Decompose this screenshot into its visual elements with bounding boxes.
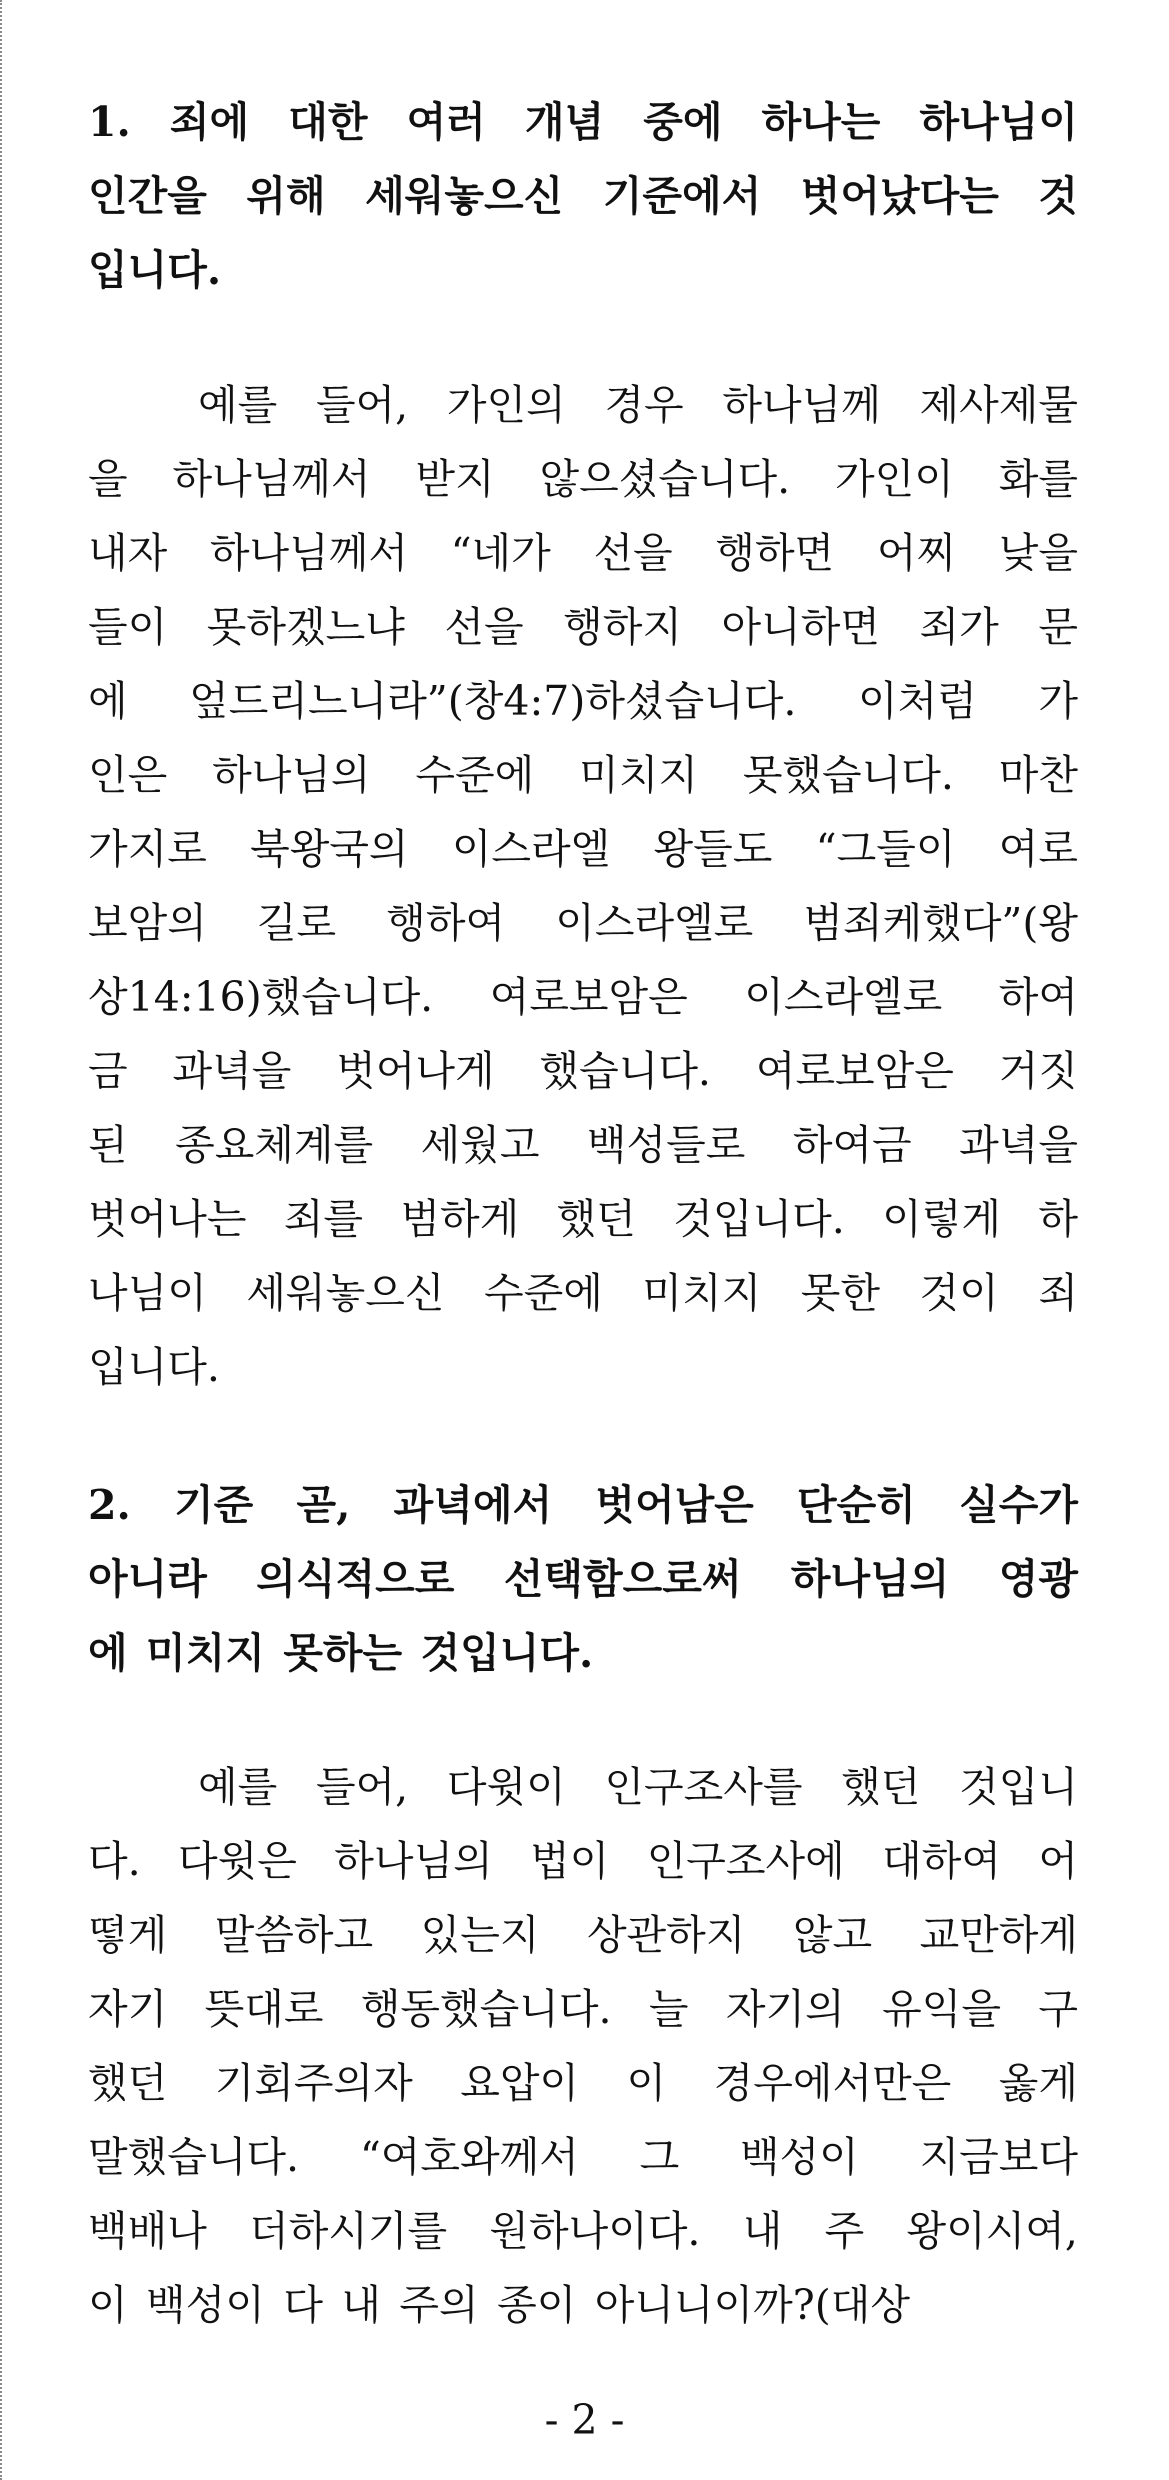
word: 않고 <box>792 1911 873 1959</box>
word: 행하여 <box>386 899 506 947</box>
text-line <box>88 812 1078 886</box>
word: 단순히 <box>797 1481 916 1529</box>
word: 대한 <box>288 98 368 146</box>
word: 이스라엘로 <box>744 973 943 1021</box>
word: 에 <box>88 1629 128 1677</box>
word: 북왕국의 <box>250 825 409 873</box>
word: 더하시기를 <box>249 2207 448 2255</box>
word: 수준에 <box>415 751 535 799</box>
word: 여로보암은 <box>489 973 688 1021</box>
word: 들이 <box>88 603 168 651</box>
word: “그들이 <box>815 825 956 873</box>
word: 에 <box>88 677 128 725</box>
body-paragraph <box>88 1750 1078 2342</box>
word: 여러 <box>406 98 486 146</box>
word: 백성이 <box>739 2133 859 2181</box>
word: 받지 <box>415 455 495 503</box>
word: 늘 <box>648 1985 689 2033</box>
word: 떻게 <box>88 1911 168 1959</box>
word: 1. <box>88 98 131 146</box>
word: 개념 <box>524 98 605 146</box>
word: 선택함으로써 <box>503 1555 742 1603</box>
word: 유익을 <box>882 1985 1001 2033</box>
word: 요압이 <box>460 2059 580 2107</box>
word: 하나님께서 <box>172 455 371 503</box>
word: 했습니다. <box>539 1047 711 1095</box>
word: 백배나 <box>88 2207 207 2255</box>
word: 인구조사를 <box>604 1763 803 1811</box>
word: 못하겠느냐 <box>206 603 405 651</box>
word: 기준 <box>174 1481 254 1529</box>
word: 예를 <box>198 1763 278 1811</box>
section-heading <box>88 85 1078 307</box>
word: 예를 <box>198 381 278 429</box>
text-line <box>88 738 1078 812</box>
text-line <box>88 159 1078 233</box>
word: 미치지 <box>146 1629 265 1677</box>
text-line <box>88 1898 1078 1972</box>
word: 죄에 <box>169 98 250 146</box>
word: 가지로 <box>88 825 207 873</box>
word: 들어, <box>315 381 409 429</box>
word: 가인이 <box>835 455 954 503</box>
word: 하 <box>1038 1195 1078 1243</box>
text-line <box>88 442 1078 516</box>
word: 행동했습니다. <box>360 1985 612 2033</box>
word: 행하지 <box>563 603 682 651</box>
word: 경우에서만은 <box>713 2059 952 2107</box>
word: 죄 <box>1038 1269 1078 1317</box>
word: 된 <box>88 1121 128 1169</box>
word: 내 <box>742 2207 783 2255</box>
text-line <box>88 516 1078 590</box>
word: 이 <box>626 2059 667 2107</box>
word: 이처럼 <box>857 677 977 725</box>
word: 이 <box>88 2281 128 2329</box>
word: 아니하면 <box>721 603 880 651</box>
word: 지금보다 <box>919 2133 1078 2181</box>
word: 벗어나는 <box>88 1195 247 1243</box>
word: 문 <box>1038 603 1078 651</box>
word: 어찌 <box>876 529 957 577</box>
word: 원하나이다. <box>489 2207 701 2255</box>
word: 금 <box>88 1047 128 1095</box>
word: 못하는 <box>283 1629 403 1677</box>
text-line <box>88 1542 1078 1616</box>
text-line <box>88 1750 1078 1824</box>
body-paragraph <box>88 368 1078 1404</box>
word: 하나는 <box>761 98 881 146</box>
word: 다 <box>283 2281 323 2329</box>
word: 여로 <box>998 825 1078 873</box>
word: 하나님이 <box>919 98 1078 146</box>
word: 이스라엘로 <box>555 899 754 947</box>
word: 제사제물 <box>919 381 1078 429</box>
word: 을 <box>88 455 128 503</box>
word: 나님이 <box>88 1269 207 1317</box>
word: 것 <box>1038 172 1078 220</box>
word: 마찬 <box>998 751 1078 799</box>
word: 기준에서 <box>602 172 762 220</box>
word: 가 <box>1038 677 1078 725</box>
word: 못했습니다. <box>742 751 954 799</box>
word: 다윗이 <box>446 1763 566 1811</box>
text-line <box>88 85 1078 159</box>
word: 중에 <box>643 98 723 146</box>
text-line <box>88 1616 1078 1690</box>
section-heading <box>88 1468 1078 1690</box>
word: 과녁에서 <box>393 1481 553 1529</box>
word: 교만하게 <box>919 1911 1078 1959</box>
word: 상관하지 <box>586 1911 746 1959</box>
word: 세워놓으신 <box>365 172 564 220</box>
word: 세웠고 <box>420 1121 540 1169</box>
word: 상14:16)했습니다. <box>88 973 434 1021</box>
word: 주 <box>824 2207 865 2255</box>
word: 했던 <box>88 2059 168 2107</box>
word: 하나님께서 <box>209 529 408 577</box>
word: 경우 <box>604 381 684 429</box>
word: 낮을 <box>998 529 1078 577</box>
word: 죄를 <box>283 1195 364 1243</box>
word: 보암의 <box>88 899 207 947</box>
word: 위해 <box>246 172 326 220</box>
word: 뜻대로 <box>204 1985 324 2033</box>
word: 영광 <box>998 1555 1078 1603</box>
word: 인은 <box>88 751 168 799</box>
word: 하여 <box>998 973 1078 1021</box>
word: 하나님의 <box>334 1837 493 1885</box>
text-line <box>88 2046 1078 2120</box>
word: 미치지 <box>642 1269 762 1317</box>
word: 못한 <box>800 1269 880 1317</box>
text-line <box>88 2120 1078 2194</box>
word: 구 <box>1038 1985 1078 2033</box>
word: 실수가 <box>959 1481 1078 1529</box>
word: 자기의 <box>725 1985 845 2033</box>
word: 아니니이까?(대상 <box>594 2281 910 2329</box>
word: 주의 <box>399 2281 479 2329</box>
word: 법이 <box>530 1837 610 1885</box>
word: 내 <box>341 2281 381 2329</box>
word: 엎드리느니라”(창4:7)하셨습니다. <box>189 677 797 725</box>
text-line <box>88 233 1078 307</box>
word: 왕들도 <box>653 825 773 873</box>
word: 했던 <box>841 1763 921 1811</box>
word: 거짓 <box>998 1047 1078 1095</box>
word: 하나님께 <box>722 381 881 429</box>
text-line <box>88 1108 1078 1182</box>
text-line <box>88 1034 1078 1108</box>
word: 범하게 <box>400 1195 520 1243</box>
word: 하나님의 <box>212 751 371 799</box>
word: 수준에 <box>483 1269 603 1317</box>
word: 말씀하고 <box>214 1911 374 1959</box>
word: 2. <box>88 1481 131 1529</box>
word: 왕이시여, <box>906 2207 1078 2255</box>
page-number: - 2 - <box>544 2396 625 2444</box>
word: 그 <box>639 2133 680 2181</box>
word: 것입니다. <box>420 1629 594 1677</box>
word: 이스라엘 <box>451 825 611 873</box>
word: 말했습니다. <box>88 2133 300 2181</box>
word: 여로보암은 <box>755 1047 954 1095</box>
word: 다. <box>88 1837 141 1885</box>
word: 가인의 <box>446 381 566 429</box>
word: “여호와께서 <box>359 2133 579 2181</box>
word: 백성들로 <box>586 1121 746 1169</box>
word: 어 <box>1038 1837 1078 1885</box>
word: 것이 <box>919 1269 999 1317</box>
word: 벗어남은 <box>595 1481 754 1529</box>
text-line <box>88 1330 1078 1404</box>
word: 벗어났다는 <box>800 172 999 220</box>
word: 인구조사에 <box>646 1837 845 1885</box>
text-line <box>88 368 1078 442</box>
word: 세워놓으신 <box>246 1269 445 1317</box>
word: 과녁을 <box>959 1121 1078 1169</box>
word: 것입니다. <box>673 1195 845 1243</box>
word: 입니다. <box>88 246 222 294</box>
word: 하나님의 <box>790 1555 950 1603</box>
word: 벗어나게 <box>336 1047 495 1095</box>
text-line <box>88 2268 1078 2342</box>
word: 대하여 <box>882 1837 1001 1885</box>
word: 행하면 <box>715 529 835 577</box>
word: 내자 <box>88 529 168 577</box>
word: 곧, <box>296 1481 351 1529</box>
word: 종요체계를 <box>175 1121 374 1169</box>
text-line <box>88 2194 1078 2268</box>
word: 의식적으로 <box>256 1555 455 1603</box>
word: 화를 <box>998 455 1078 503</box>
word: 미치지 <box>579 751 698 799</box>
word: 했던 <box>556 1195 636 1243</box>
word: 기회주의자 <box>214 2059 413 2107</box>
word: 범죄케했다”(왕 <box>803 899 1078 947</box>
word: 들어, <box>315 1763 409 1811</box>
word: 죄가 <box>919 603 999 651</box>
word: 인간을 <box>88 172 207 220</box>
text-line <box>88 664 1078 738</box>
text-line <box>88 1824 1078 1898</box>
word: 있는지 <box>420 1911 540 1959</box>
word: 과녁을 <box>172 1047 292 1095</box>
word: 것입니 <box>959 1763 1078 1811</box>
text-line <box>88 1182 1078 1256</box>
word: 자기 <box>88 1985 168 2033</box>
word: 옳게 <box>998 2059 1078 2107</box>
word: 하여금 <box>792 1121 912 1169</box>
word: 선을 <box>593 529 673 577</box>
word: 않으셨습니다. <box>539 455 791 503</box>
word: 입니다. <box>88 1343 220 1391</box>
word: 아니라 <box>88 1555 207 1603</box>
text-line <box>88 1256 1078 1330</box>
word: 길로 <box>256 899 337 947</box>
text-line <box>88 886 1078 960</box>
text-line <box>88 1972 1078 2046</box>
page-left-edge <box>0 0 2 2480</box>
text-line <box>88 590 1078 664</box>
word: 이렇게 <box>882 1195 1001 1243</box>
word: 백성이 <box>146 2281 265 2329</box>
word: 다윗은 <box>178 1837 297 1885</box>
word: 종이 <box>497 2281 577 2329</box>
word: 선을 <box>444 603 524 651</box>
text-line <box>88 960 1078 1034</box>
word: “네가 <box>450 529 551 577</box>
text-line <box>88 1468 1078 1542</box>
